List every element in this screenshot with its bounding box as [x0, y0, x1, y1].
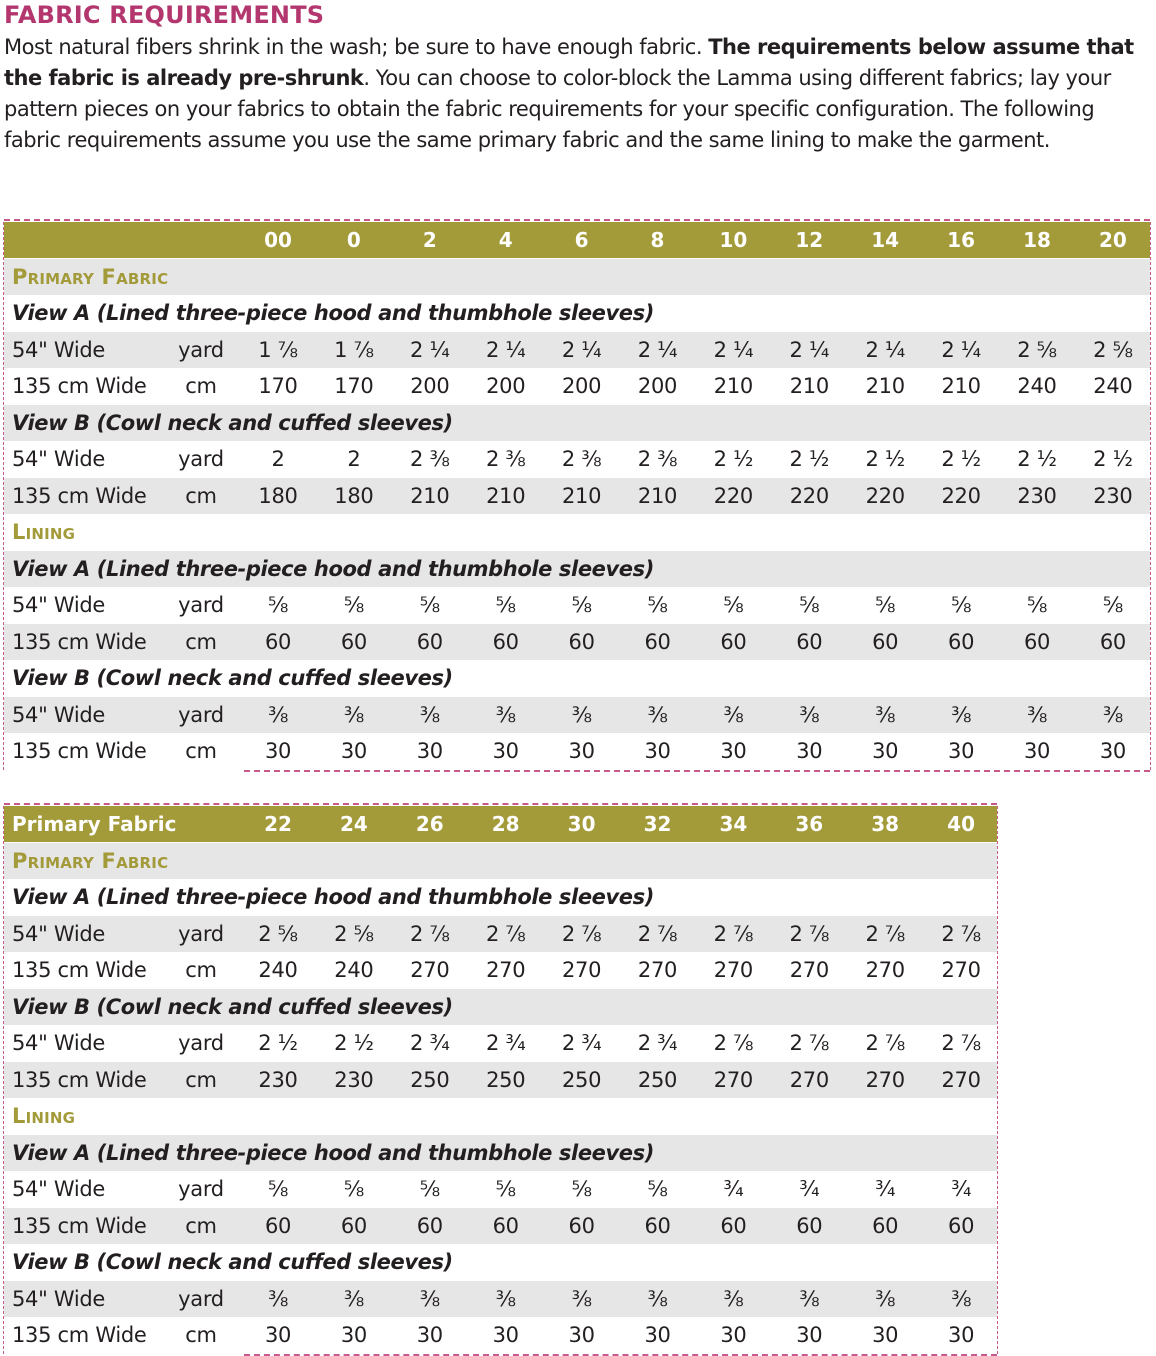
unit-label: cm	[185, 958, 217, 982]
size-header: 4	[498, 228, 513, 252]
amount-cell: ⅝	[571, 593, 592, 617]
amount-cell: ⅝	[419, 1177, 440, 1201]
table-frame-right	[1150, 222, 1151, 770]
view-row	[4, 1244, 997, 1280]
amount-cell: 270	[865, 1067, 905, 1092]
amount-cell: 240	[1093, 374, 1133, 398]
fabric-width-label: 135 cm Wide	[12, 1323, 147, 1347]
intro-bold-text: The requirements below assume that the fabric is already pre-shrunk	[4, 35, 1134, 90]
view-label: View B (Cowl neck and cuffed sleeves)	[12, 410, 453, 435]
amount-cell: 170	[334, 374, 374, 398]
amount-cell: 60	[872, 629, 899, 654]
data-row	[4, 916, 997, 952]
amount-cell: 2 ¾	[485, 1031, 526, 1055]
amount-cell: 2 ⅞	[713, 921, 754, 946]
amount-cell: 60	[872, 1213, 899, 1238]
amount-cell: 2 ⅜	[485, 447, 526, 471]
data-row	[4, 587, 1150, 623]
amount-cell: 60	[644, 1213, 671, 1238]
fabric-width-label: 135 cm Wide	[12, 958, 147, 982]
amount-cell: ⅜	[419, 702, 440, 727]
amount-cell: 1 ⅞	[334, 337, 374, 362]
amount-cell: ⅝	[419, 593, 440, 617]
amount-cell: ⅝	[951, 593, 972, 617]
data-row	[4, 1062, 997, 1098]
amount-cell: ⅜	[799, 702, 820, 727]
amount-cell: 230	[334, 1067, 374, 1092]
size-header: 14	[871, 228, 900, 252]
view-row	[4, 879, 997, 915]
amount-cell: ⅝	[495, 593, 516, 617]
amount-cell: 2 ¼	[485, 337, 526, 362]
amount-cell: ¾	[951, 1177, 972, 1201]
amount-cell: 2 ⅞	[865, 1031, 905, 1055]
fabric-table-sizes-00-20	[4, 222, 1150, 770]
view-row	[4, 989, 997, 1025]
amount-cell: 60	[720, 629, 747, 654]
section-label: Primary Fabric	[12, 264, 169, 289]
amount-cell: 230	[258, 1067, 298, 1092]
amount-cell: 60	[492, 629, 519, 654]
amount-cell: 30	[644, 739, 671, 763]
amount-cell: ⅜	[875, 1286, 896, 1311]
data-row	[4, 1208, 997, 1244]
view-row	[4, 295, 1150, 331]
page-heading: FABRIC REQUIREMENTS	[4, 1, 325, 29]
section-label: Lining	[12, 520, 76, 544]
amount-cell: 240	[1017, 374, 1057, 398]
amount-cell: ⅝	[343, 1177, 364, 1201]
size-header: 2	[422, 228, 437, 252]
amount-cell: 220	[941, 483, 981, 508]
amount-cell: 2 ⅞	[865, 921, 905, 946]
unit-label: cm	[185, 1213, 217, 1238]
fabric-width-label: 135 cm Wide	[12, 1067, 147, 1092]
data-row	[4, 441, 1150, 477]
amount-cell: ⅜	[951, 702, 972, 727]
amount-cell: 2 ⅞	[789, 921, 830, 946]
size-header: 40	[947, 812, 976, 836]
amount-cell: 60	[644, 629, 671, 654]
amount-cell: 270	[941, 1067, 981, 1092]
amount-cell: 30	[416, 1323, 443, 1347]
data-row	[4, 1281, 997, 1317]
table-frame-right	[997, 806, 998, 1354]
fabric-width-label: 135 cm Wide	[12, 1213, 147, 1238]
view-row	[4, 551, 1150, 587]
amount-cell: 60	[568, 1213, 595, 1238]
size-header: 6	[574, 228, 589, 252]
size-header: 20	[1098, 228, 1127, 252]
amount-cell: ⅜	[647, 702, 668, 727]
view-label: View A (Lined three-piece hood and thumbhole sleeves)	[12, 885, 654, 909]
size-header: 30	[567, 812, 596, 836]
amount-cell: 2 ⅜	[561, 447, 602, 471]
amount-cell: ⅜	[799, 1286, 820, 1311]
amount-cell: 170	[258, 374, 298, 398]
amount-cell: ⅜	[495, 1286, 516, 1311]
amount-cell: 210	[789, 374, 829, 398]
amount-cell: 240	[258, 958, 298, 982]
amount-cell: 2 ½	[941, 447, 981, 471]
header-label: Primary Fabric	[12, 812, 177, 836]
unit-label: cm	[185, 1067, 217, 1092]
amount-cell: 60	[340, 629, 367, 654]
amount-cell: 200	[637, 374, 678, 398]
amount-cell: 250	[637, 1067, 678, 1092]
amount-cell: ⅝	[647, 1177, 668, 1201]
amount-cell: ⅝	[495, 1177, 516, 1201]
amount-cell: ⅜	[1102, 702, 1123, 727]
amount-cell: 2 ¼	[865, 337, 905, 362]
amount-cell: ⅜	[571, 702, 592, 727]
amount-cell: ⅜	[495, 702, 516, 727]
section-row	[4, 514, 1150, 550]
amount-cell: 2 ½	[865, 447, 905, 471]
amount-cell: 250	[562, 1067, 602, 1092]
size-header: 38	[871, 812, 900, 836]
amount-cell: 250	[486, 1067, 526, 1092]
amount-cell: 2 ½	[789, 447, 830, 471]
size-header: 0	[346, 228, 361, 252]
amount-cell: 240	[334, 958, 374, 982]
size-header: 26	[415, 812, 444, 836]
data-row	[4, 952, 997, 988]
amount-cell: 30	[720, 739, 747, 763]
amount-cell: 2 ⅜	[637, 447, 678, 471]
amount-cell: ⅜	[875, 702, 896, 727]
amount-cell: ⅝	[1026, 593, 1048, 617]
amount-cell: 30	[568, 1323, 595, 1347]
size-header: 36	[795, 812, 824, 836]
size-header: 28	[491, 812, 520, 836]
amount-cell: 2 ¼	[561, 337, 602, 362]
size-header: 22	[264, 812, 292, 836]
data-row	[4, 697, 1150, 733]
view-label: View B (Cowl neck and cuffed sleeves)	[12, 1250, 453, 1274]
size-header: 00	[264, 228, 292, 252]
amount-cell: 2 ⅝	[258, 921, 298, 946]
amount-cell: 30	[796, 739, 823, 763]
amount-cell: 2 ½	[1093, 447, 1133, 471]
amount-cell: 60	[416, 1213, 443, 1238]
section-row	[4, 843, 997, 879]
fabric-width-label: 54" Wide	[12, 1031, 106, 1055]
amount-cell: 2 ½	[1017, 447, 1057, 471]
amount-cell: 30	[264, 1323, 292, 1347]
data-row	[4, 1317, 997, 1353]
amount-cell: 230	[1093, 483, 1133, 508]
amount-cell: 210	[562, 483, 602, 508]
view-label: View A (Lined three-piece hood and thumbhole sleeves)	[12, 301, 654, 325]
amount-cell: 2 ¾	[561, 1031, 602, 1055]
amount-cell: 250	[410, 1067, 450, 1092]
fabric-width-label: 135 cm Wide	[12, 739, 147, 763]
size-header: 32	[643, 812, 672, 836]
amount-cell: ⅝	[875, 593, 896, 617]
amount-cell: 200	[562, 374, 602, 398]
unit-label: cm	[185, 1323, 217, 1347]
table-frame-left	[3, 222, 4, 770]
amount-cell: ⅝	[343, 593, 364, 617]
intro-text-1: Most natural fibers shrink in the wash; be sure to have enough fabric.	[4, 35, 709, 59]
amount-cell: ¾	[799, 1177, 820, 1201]
table-frame-top	[4, 219, 1150, 221]
table-frame-bottom	[244, 770, 1150, 772]
amount-cell: 60	[796, 629, 823, 654]
amount-cell: 2 ½	[713, 447, 754, 471]
amount-cell: 220	[713, 483, 753, 508]
unit-label: cm	[185, 629, 217, 654]
amount-cell: 30	[948, 739, 975, 763]
amount-cell: 30	[416, 739, 443, 763]
unit-label: yard	[178, 593, 224, 617]
table-header-row	[4, 222, 1150, 258]
amount-cell: 30	[948, 1323, 975, 1347]
amount-cell: ⅝	[267, 1177, 289, 1201]
amount-cell: 270	[713, 1067, 753, 1092]
amount-cell: 2 ¼	[410, 337, 450, 362]
amount-cell: ⅜	[419, 1286, 440, 1311]
amount-cell: 270	[637, 958, 678, 982]
amount-cell: 30	[796, 1323, 823, 1347]
fabric-table-sizes-22-40	[4, 806, 997, 1354]
amount-cell: 2 ⅞	[941, 921, 981, 946]
amount-cell: 2 ¼	[789, 337, 830, 362]
data-row	[4, 624, 1150, 660]
amount-cell: 220	[789, 483, 829, 508]
amount-cell: ⅜	[647, 1286, 668, 1311]
amount-cell: 60	[796, 1213, 823, 1238]
amount-cell: 270	[789, 1067, 829, 1092]
fabric-width-label: 54" Wide	[12, 447, 106, 471]
unit-label: yard	[178, 1031, 224, 1055]
data-row	[4, 1171, 997, 1207]
size-header: 10	[719, 228, 748, 252]
amount-cell: 2 ¾	[637, 1031, 678, 1055]
unit-label: cm	[185, 374, 217, 398]
amount-cell: ⅝	[647, 593, 668, 617]
amount-cell: ⅜	[343, 702, 364, 727]
section-label: Primary Fabric	[12, 848, 169, 873]
amount-cell: 2	[271, 447, 285, 471]
size-header: 18	[1023, 228, 1051, 252]
amount-cell: ⅜	[723, 1286, 744, 1311]
size-header: 8	[650, 228, 665, 252]
amount-cell: 30	[340, 1323, 367, 1347]
amount-cell: 210	[486, 483, 526, 508]
data-row	[4, 368, 1150, 404]
fabric-width-label: 135 cm Wide	[12, 483, 147, 508]
amount-cell: 30	[872, 739, 899, 763]
amount-cell: 60	[568, 629, 595, 654]
unit-label: cm	[185, 483, 217, 508]
amount-cell: 2 ½	[258, 1031, 298, 1055]
amount-cell: 2 ¼	[637, 337, 678, 362]
table-header-row	[4, 806, 997, 842]
unit-label: yard	[178, 702, 224, 727]
amount-cell: 30	[492, 739, 519, 763]
unit-label: cm	[185, 739, 217, 763]
amount-cell: 2 ⅞	[485, 921, 526, 946]
amount-cell: 210	[941, 374, 981, 398]
amount-cell: 270	[410, 958, 450, 982]
amount-cell: 2 ⅞	[561, 921, 602, 946]
amount-cell: 30	[264, 739, 292, 763]
data-row	[4, 478, 1150, 514]
amount-cell: 1 ⅞	[258, 337, 298, 362]
data-row	[4, 332, 1150, 368]
amount-cell: 210	[637, 483, 678, 508]
amount-cell: 60	[264, 1213, 292, 1238]
amount-cell: 2 ⅞	[789, 1031, 830, 1055]
amount-cell: 2 ⅜	[410, 447, 450, 471]
size-header: 24	[339, 812, 368, 836]
view-label: View A (Lined three-piece hood and thumbhole sleeves)	[12, 1140, 654, 1165]
amount-cell: 2 ¼	[713, 337, 754, 362]
view-label: View B (Cowl neck and cuffed sleeves)	[12, 666, 453, 690]
size-header: 16	[947, 228, 976, 252]
amount-cell: 180	[334, 483, 374, 508]
amount-cell: 2 ⅞	[637, 921, 678, 946]
unit-label: yard	[178, 921, 224, 946]
view-row	[4, 405, 1150, 441]
unit-label: yard	[178, 447, 224, 471]
amount-cell: 270	[941, 958, 981, 982]
amount-cell: 60	[1099, 629, 1126, 654]
amount-cell: 60	[1023, 629, 1051, 654]
amount-cell: 2 ¾	[410, 1031, 450, 1055]
amount-cell: ⅜	[571, 1286, 592, 1311]
amount-cell: 210	[713, 374, 753, 398]
table-frame-top	[4, 803, 997, 805]
amount-cell: 2 ⅝	[334, 921, 374, 946]
fabric-width-label: 54" Wide	[12, 337, 106, 362]
amount-cell: 30	[1099, 739, 1126, 763]
amount-cell: 270	[486, 958, 526, 982]
fabric-width-label: 135 cm Wide	[12, 629, 147, 654]
amount-cell: 2	[347, 447, 361, 471]
amount-cell: ⅝	[1102, 593, 1123, 617]
amount-cell: ⅜	[343, 1286, 364, 1311]
amount-cell: 30	[568, 739, 595, 763]
amount-cell: ⅝	[267, 593, 289, 617]
table-frame-left	[3, 806, 4, 1354]
fabric-width-label: 135 cm Wide	[12, 374, 147, 398]
amount-cell: 60	[492, 1213, 519, 1238]
amount-cell: 270	[713, 958, 753, 982]
data-row	[4, 1025, 997, 1061]
amount-cell: 60	[264, 629, 292, 654]
amount-cell: 270	[789, 958, 829, 982]
amount-cell: 270	[562, 958, 602, 982]
amount-cell: ⅜	[723, 702, 744, 727]
amount-cell: 30	[1023, 739, 1051, 763]
amount-cell: 220	[865, 483, 905, 508]
amount-cell: ¾	[723, 1177, 744, 1201]
amount-cell: 210	[410, 483, 450, 508]
unit-label: yard	[178, 1286, 224, 1311]
intro-paragraph	[4, 32, 1149, 156]
amount-cell: 60	[340, 1213, 367, 1238]
amount-cell: ¾	[875, 1177, 896, 1201]
amount-cell: 60	[416, 629, 443, 654]
amount-cell: 2 ¼	[941, 337, 981, 362]
amount-cell: 2 ⅝	[1017, 337, 1057, 362]
table-inner	[4, 806, 997, 1354]
section-row	[4, 1098, 997, 1134]
amount-cell: 2 ½	[334, 1031, 374, 1055]
size-header: 12	[795, 228, 824, 252]
section-row	[4, 259, 1150, 295]
amount-cell: 30	[644, 1323, 671, 1347]
amount-cell: 230	[1017, 483, 1057, 508]
fabric-width-label: 54" Wide	[12, 921, 106, 946]
amount-cell: ⅝	[723, 593, 744, 617]
amount-cell: 60	[720, 1213, 747, 1238]
amount-cell: 2 ⅞	[410, 921, 450, 946]
unit-label: yard	[178, 337, 224, 362]
fabric-width-label: 54" Wide	[12, 593, 106, 617]
view-label: View B (Cowl neck and cuffed sleeves)	[12, 994, 453, 1019]
amount-cell: 30	[872, 1323, 899, 1347]
intro-text-2: . You can choose to color-block the Lamma using different fabrics; lay your pattern pieces on your fabrics to obtain the fabric requirements for your specific configuration. The following fabric requirements assume you use the same primary fabric and the same lining to make the garment.	[4, 66, 1111, 152]
fabric-width-label: 54" Wide	[12, 1286, 106, 1311]
view-label: View A (Lined three-piece hood and thumbhole sleeves)	[12, 556, 654, 581]
view-row	[4, 1135, 997, 1171]
amount-cell: 2 ⅝	[1093, 337, 1133, 362]
data-row	[4, 733, 1150, 769]
amount-cell: 180	[258, 483, 298, 508]
amount-cell: 200	[410, 374, 450, 398]
amount-cell: ⅜	[1026, 702, 1048, 727]
amount-cell: 2 ⅞	[713, 1031, 754, 1055]
fabric-width-label: 54" Wide	[12, 702, 106, 727]
amount-cell: 30	[720, 1323, 747, 1347]
amount-cell: 2 ⅞	[941, 1031, 981, 1055]
amount-cell: ⅜	[267, 1286, 289, 1311]
amount-cell: 60	[948, 629, 975, 654]
amount-cell: ⅜	[951, 1286, 972, 1311]
amount-cell: 30	[492, 1323, 519, 1347]
unit-label: yard	[178, 1177, 224, 1201]
amount-cell: 30	[340, 739, 367, 763]
amount-cell: ⅜	[267, 702, 289, 727]
amount-cell: 210	[865, 374, 905, 398]
table-inner	[4, 222, 1150, 770]
amount-cell: 200	[486, 374, 526, 398]
section-label: Lining	[12, 1104, 76, 1128]
amount-cell: 60	[948, 1213, 975, 1238]
amount-cell: 270	[865, 958, 905, 982]
amount-cell: ⅝	[799, 593, 820, 617]
amount-cell: ⅝	[571, 1177, 592, 1201]
size-header: 34	[719, 812, 748, 836]
view-row	[4, 660, 1150, 696]
fabric-width-label: 54" Wide	[12, 1177, 106, 1201]
